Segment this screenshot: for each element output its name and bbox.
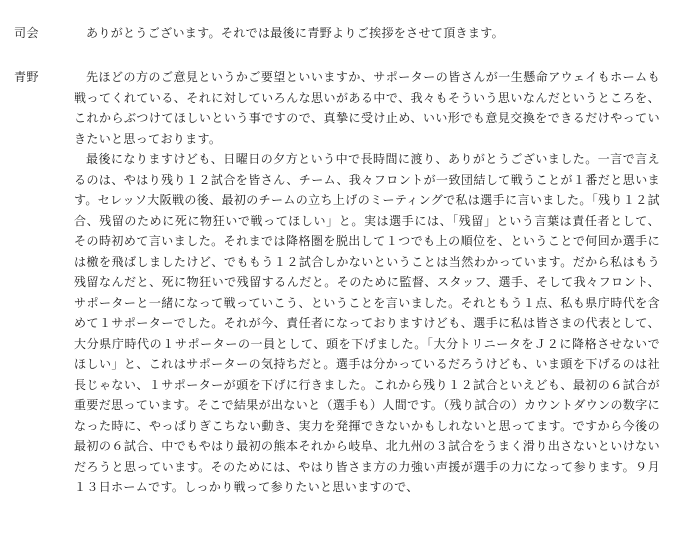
speech-body [74,67,660,498]
speaker-label: 司会 [14,26,40,40]
speech-body [74,23,660,44]
speech-paragraph: 先ほどの方のご意見というかご要望といいますか、サポーターの皆さんが一生懸命アウェイもホームも戦ってくれている、それに対していろんな思いがある中で、我々もそういう思いなんだというところを、これからぶつけてほしいという事ですので、真摯に受け止め、いい形でも意見交換をできるだけやっていきたいと思っております。 [74,70,660,146]
speech-paragraph: ありがとうございます。それでは最後に青野よりご挨拶をさせて頂きます。 [86,26,504,40]
speaker-label: 青野 [14,70,40,84]
speech-paragraph: 最後になりますけども、日曜日の夕方という中で長時間に渡り、ありがとうございました。一言で言えるのは、やはり残り１２試合を皆さん、チーム、我々フロントが一致団結して戦うことが１番だと思います。セレッソ大阪戦の後、最初のチームの立ち上げのミーティングで私は選手に言いました。「残り１２試合、残留のために死に物狂いで戦ってほしい」と。実は選手には、「残留」という言葉は責任者として、その時初めて言いました。それまでは降格圏を脱出して１つでも上の順位を、ということで何回か選手には檄を飛ばしましたけど、でももう１２試合しかないということは当然わかっています。だから私はもう残留なんだと、死に物狂いで残留するんだと。そのために監督、スタッフ、選手、そして我々フロント、サポーターと一緒になって戦っていこう、ということを言いました。それともう１点、私も県庁時代を含めて１サポーターでした。それが今、責任者になっておりますけども、選手に私は皆さまの代表として、大分県庁時代の１サポーターの一員として、頭を下げました。「大分トリニータをＪ２に降格させないでほしい」と、これはサポーターの気持ちだと。選手は分かっているだろうけども、いま頭を下げるのは社長じゃない、１サポーターが頭を下げに行きました。これから残り１２試合といえども、最初の６試合が重要だ思っています。そこで結果が出ないと（選手も）人間です。（残り試合の）カウントダウンの数字になった時に、やっぱりぎこちない動き、実力を発揮できないかもしれないと思ってます。ですから今後の最初の６試合、中でもやはり最初の熊本それから岐阜、北九州の３試合をうまく滑り出さないといけないだろうと思っています。そのためには、やはり皆さま方の力強い声援が選手の力になって参ります。９月１３日ホームです。しっかり戦って参りたいと思いますので、 [74,152,660,494]
